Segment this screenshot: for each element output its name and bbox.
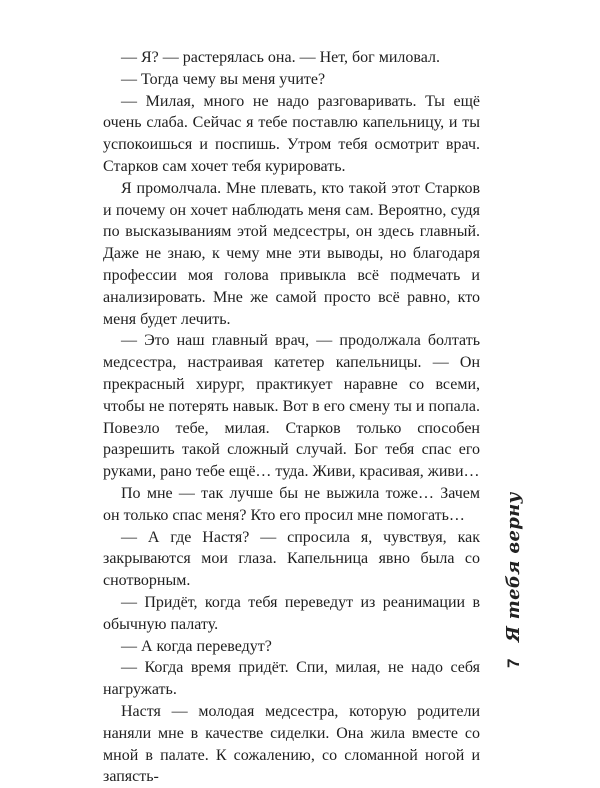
paragraph: — Я? — растерялась она. — Нет, бог миловал. [121,49,440,66]
paragraph: Настя — молодая медсестра, которую родители наняли мне в качестве сиделки. Она жила вместе со мной в палате. К сожалению, со сломанной ногой и запясть- [103,702,480,786]
running-title: Я тебя верну [503,492,524,642]
paragraph: — Милая, много не надо разговаривать. Ты ещё очень слаба. Сейчас я тебе поставлю капельницу, и ты успокоишься и поспишь. Утром тебя осмотрит врач. Старков сам хочет тебя курировать. [103,92,480,175]
page-number: 7 [504,658,523,668]
page-body [103,47,480,788]
paragraph: — Когда время придёт. Спи, милая, не надо себя нагружать. [103,659,480,699]
paragraph: — А когда переведут? [121,637,272,655]
paragraph: — А где Настя? — спросила я, чувствуя, как закрываются мои глаза. Капельница явно была со снотворным. [103,528,480,590]
paragraph: — Это наш главный врач, — продолжала болтать медсестра, настраивая катетер капельницы. — Он прекрасный хирург, практикует наравне со всеми, чтобы не потерять навык. Вот в его смену ты и попала. Повезло тебе, милая. Старков только способен разрешить такой сложный случай. Бог тебя спас его руками, рано тебе ещё… туда. Живи, красивая, живи… [103,332,480,481]
paragraph: По мне — так лучше бы не выжила тоже… Зачем он только спас меня? Кто его просил мне помогать… [103,484,480,524]
paragraph: — Тогда чему вы меня учите? [121,70,326,88]
paragraph: — Придёт, когда тебя переведут из реанимации в обычную палату. [103,593,480,633]
paragraph: Я промолчала. Мне плевать, кто такой этот Старков и почему он хочет наблюдать меня сам. Вероятно, судя по высказываниям этой медсестры, он здесь главный. Даже не знаю, к чему мне эти выводы, но благодаря профессии моя голова привыкла всё подмечать и анализировать. Мне же самой просто всё равно, кто меня будет лечить. [103,179,480,328]
